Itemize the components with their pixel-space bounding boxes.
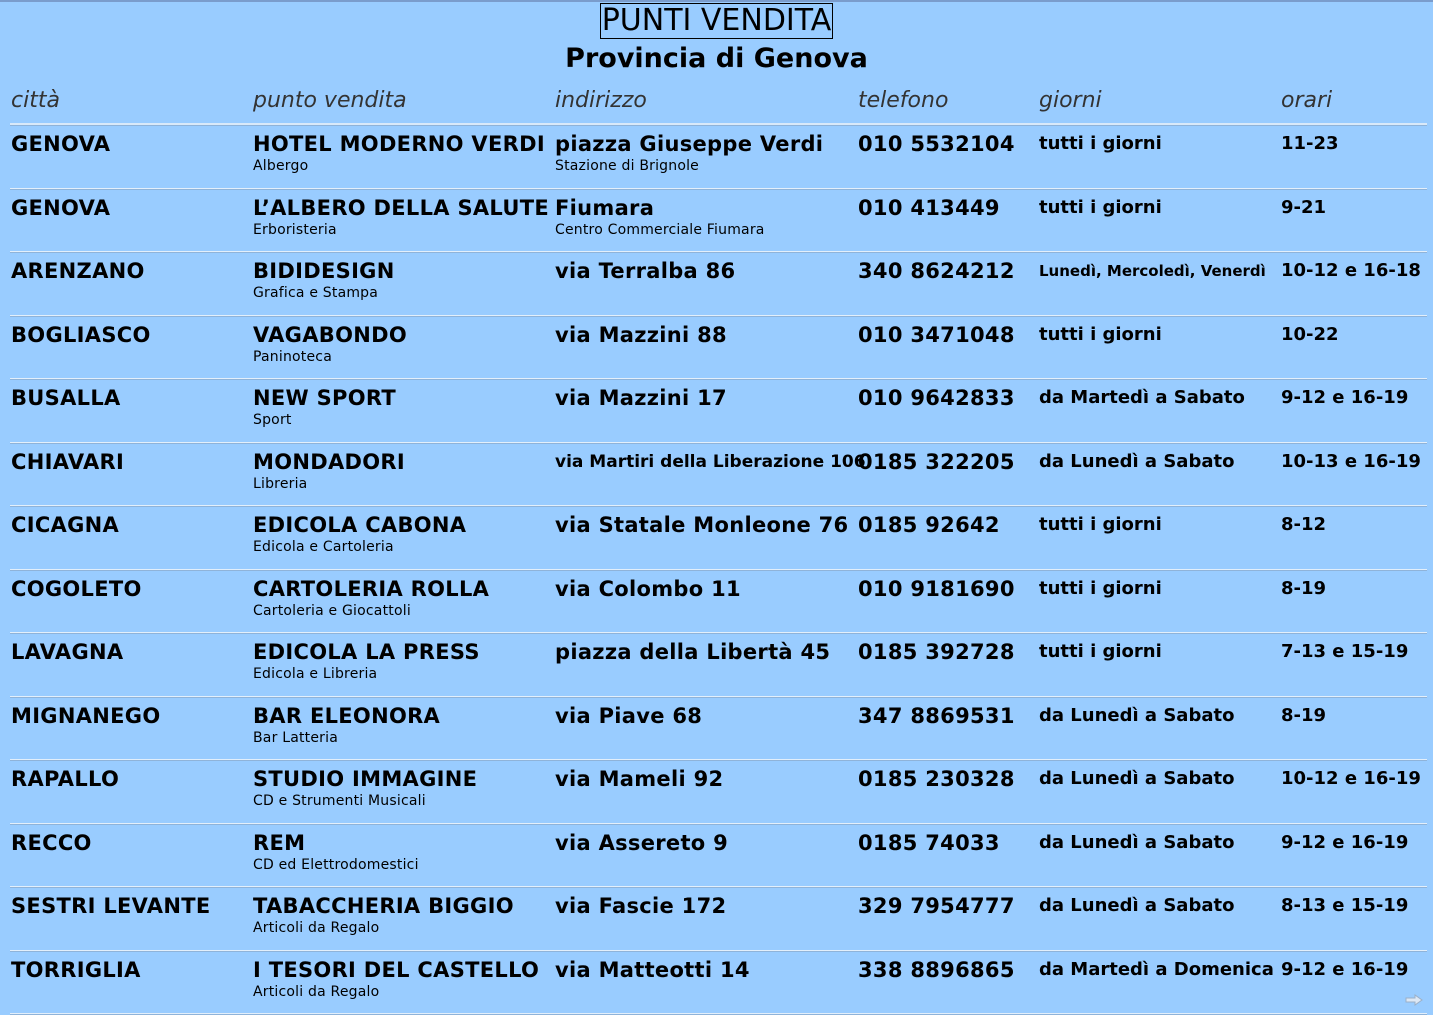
cell-giorni: tutti i giorni — [1039, 575, 1162, 603]
cell-orari: 10-22 — [1281, 321, 1339, 349]
address: via Terralba 86 — [555, 257, 735, 285]
page-subtitle: Provincia di Genova — [0, 42, 1433, 76]
store-type: Edicola e Cartoleria — [253, 539, 466, 555]
cell-citta: COGOLETO — [11, 575, 142, 603]
cell-citta: CICAGNA — [11, 511, 119, 539]
store-type: Paninoteca — [253, 349, 407, 365]
cell-punto-vendita — [253, 702, 440, 746]
cell-punto-vendita — [253, 130, 545, 174]
cell-indirizzo — [555, 511, 848, 539]
store-type: CD e Strumenti Musicali — [253, 793, 477, 809]
cell-orari: 7-13 e 15-19 — [1281, 638, 1408, 666]
cell-citta: RAPALLO — [11, 765, 119, 793]
cell-indirizzo — [555, 638, 830, 666]
store-name: HOTEL MODERNO VERDI — [253, 130, 545, 158]
cell-telefono: 010 5532104 — [858, 130, 1015, 158]
cell-punto-vendita — [253, 194, 549, 238]
cell-telefono: 010 9642833 — [858, 384, 1015, 412]
cell-orari: 8-19 — [1281, 575, 1326, 603]
cell-telefono: 0185 92642 — [858, 511, 1000, 539]
cell-giorni: da Martedì a Domenica — [1039, 956, 1274, 984]
store-name: STUDIO IMMAGINE — [253, 765, 477, 793]
cell-citta: TORRIGLIA — [11, 956, 141, 984]
cell-indirizzo — [555, 194, 765, 238]
header-citta: città — [11, 86, 60, 116]
table-row — [0, 317, 1433, 381]
address: piazza della Libertà 45 — [555, 638, 830, 666]
store-name: CARTOLERIA ROLLA — [253, 575, 489, 603]
store-name: I TESORI DEL CASTELLO — [253, 956, 539, 984]
cell-punto-vendita — [253, 448, 405, 492]
cell-citta: ARENZANO — [11, 257, 145, 285]
cell-indirizzo — [555, 702, 702, 730]
store-type: Edicola e Libreria — [253, 666, 480, 682]
address: via Piave 68 — [555, 702, 702, 730]
cell-orari: 10-12 e 16-18 — [1281, 257, 1421, 285]
cell-indirizzo — [555, 384, 727, 412]
table-row — [0, 571, 1433, 635]
cell-giorni: da Lunedì a Sabato — [1039, 765, 1234, 793]
header-telefono: telefono — [858, 86, 948, 116]
store-name: MONDADORI — [253, 448, 405, 476]
store-type: Erboristeria — [253, 222, 549, 238]
cell-telefono: 010 9181690 — [858, 575, 1015, 603]
header-indirizzo: indirizzo — [555, 86, 647, 116]
cell-citta: SESTRI LEVANTE — [11, 892, 210, 920]
table-row — [0, 761, 1433, 825]
address: via Matteotti 14 — [555, 956, 750, 984]
store-type: CD ed Elettrodomestici — [253, 857, 419, 873]
table-row — [0, 380, 1433, 444]
cell-punto-vendita — [253, 257, 395, 301]
cell-citta: RECCO — [11, 829, 92, 857]
address: via Assereto 9 — [555, 829, 728, 857]
cell-giorni: tutti i giorni — [1039, 321, 1162, 349]
cell-indirizzo — [555, 892, 726, 920]
cell-orari: 10-12 e 16-19 — [1281, 765, 1421, 793]
cell-giorni: da Lunedì a Sabato — [1039, 892, 1234, 920]
cell-indirizzo — [555, 257, 735, 285]
store-name: BIDIDESIGN — [253, 257, 395, 285]
cell-orari: 11-23 — [1281, 130, 1339, 158]
cell-citta: GENOVA — [11, 194, 110, 222]
cell-punto-vendita — [253, 511, 466, 555]
table-row — [0, 507, 1433, 571]
cell-telefono: 010 413449 — [858, 194, 1000, 222]
cell-orari: 9-12 e 16-19 — [1281, 956, 1408, 984]
cell-orari: 9-21 — [1281, 194, 1326, 222]
store-name: VAGABONDO — [253, 321, 407, 349]
table-row — [0, 888, 1433, 952]
cell-punto-vendita — [253, 321, 407, 365]
cell-telefono: 340 8624212 — [858, 257, 1015, 285]
store-name: EDICOLA LA PRESS — [253, 638, 480, 666]
store-name: BAR ELEONORA — [253, 702, 440, 730]
cell-telefono: 338 8896865 — [858, 956, 1015, 984]
store-name: REM — [253, 829, 419, 857]
cell-indirizzo — [555, 448, 866, 476]
table-row — [0, 825, 1433, 889]
address-detail: Centro Commerciale Fiumara — [555, 222, 765, 238]
cell-indirizzo — [555, 575, 741, 603]
cell-punto-vendita — [253, 829, 419, 873]
address: via Mameli 92 — [555, 765, 723, 793]
address: piazza Giuseppe Verdi — [555, 130, 823, 158]
table-row — [0, 698, 1433, 762]
cell-telefono: 0185 74033 — [858, 829, 1000, 857]
store-name: NEW SPORT — [253, 384, 396, 412]
title-wrap — [0, 3, 1433, 39]
cell-citta: BUSALLA — [11, 384, 121, 412]
cell-telefono: 0185 230328 — [858, 765, 1015, 793]
cell-citta: LAVAGNA — [11, 638, 123, 666]
cell-punto-vendita — [253, 384, 396, 428]
cell-giorni: tutti i giorni — [1039, 130, 1162, 158]
store-type: Cartoleria e Giocattoli — [253, 603, 489, 619]
cell-giorni: tutti i giorni — [1039, 194, 1162, 222]
table-row — [0, 952, 1433, 1015]
table-row — [0, 126, 1433, 190]
cell-orari: 9-12 e 16-19 — [1281, 384, 1408, 412]
cell-citta: MIGNANEGO — [11, 702, 161, 730]
store-name: TABACCHERIA BIGGIO — [253, 892, 514, 920]
address: via Fascie 172 — [555, 892, 726, 920]
address: Fiumara — [555, 194, 765, 222]
cell-indirizzo — [555, 956, 750, 984]
cell-giorni: Lunedì, Mercoledì, Venerdì — [1039, 257, 1266, 285]
table-row — [0, 190, 1433, 254]
cell-orari: 9-12 e 16-19 — [1281, 829, 1408, 857]
cell-punto-vendita — [253, 765, 477, 809]
cell-punto-vendita — [253, 575, 489, 619]
cell-orari: 8-12 — [1281, 511, 1326, 539]
cell-giorni: da Martedì a Sabato — [1039, 384, 1245, 412]
store-name: L’ALBERO DELLA SALUTE — [253, 194, 549, 222]
store-name: EDICOLA CABONA — [253, 511, 466, 539]
address-detail: Stazione di Brignole — [555, 158, 823, 174]
cell-orari: 8-19 — [1281, 702, 1326, 730]
cell-giorni: tutti i giorni — [1039, 511, 1162, 539]
table-row — [0, 634, 1433, 698]
store-type: Bar Latteria — [253, 730, 440, 746]
cell-citta: CHIAVARI — [11, 448, 124, 476]
header-punto-vendita: punto vendita — [253, 86, 407, 116]
store-type: Articoli da Regalo — [253, 920, 514, 936]
cell-punto-vendita — [253, 638, 480, 682]
address: via Colombo 11 — [555, 575, 741, 603]
cell-punto-vendita — [253, 892, 514, 936]
cell-orari: 10-13 e 16-19 — [1281, 448, 1421, 476]
cell-telefono: 329 7954777 — [858, 892, 1015, 920]
cell-giorni: da Lunedì a Sabato — [1039, 448, 1234, 476]
address: via Martiri della Liberazione 106 — [555, 448, 866, 476]
cell-telefono: 010 3471048 — [858, 321, 1015, 349]
cell-giorni: tutti i giorni — [1039, 638, 1162, 666]
cell-giorni: da Lunedì a Sabato — [1039, 829, 1234, 857]
page-title: PUNTI VENDITA — [600, 3, 834, 39]
next-arrow-icon[interactable] — [1405, 994, 1423, 1006]
store-type: Articoli da Regalo — [253, 984, 539, 1000]
table-header — [0, 86, 1433, 116]
cell-indirizzo — [555, 130, 823, 174]
header-giorni: giorni — [1039, 86, 1102, 116]
cell-telefono: 347 8869531 — [858, 702, 1015, 730]
cell-giorni: da Lunedì a Sabato — [1039, 702, 1234, 730]
table-row — [0, 444, 1433, 508]
cell-indirizzo — [555, 765, 723, 793]
cell-orari: 8-13 e 15-19 — [1281, 892, 1408, 920]
table-row — [0, 253, 1433, 317]
store-type: Albergo — [253, 158, 545, 174]
cell-punto-vendita — [253, 956, 539, 1000]
store-type: Sport — [253, 412, 396, 428]
store-type: Libreria — [253, 476, 405, 492]
address: via Mazzini 17 — [555, 384, 727, 412]
address: via Statale Monleone 76 — [555, 511, 848, 539]
cell-telefono: 0185 392728 — [858, 638, 1015, 666]
header-orari: orari — [1281, 86, 1332, 116]
cell-indirizzo — [555, 321, 727, 349]
store-type: Grafica e Stampa — [253, 285, 395, 301]
address: via Mazzini 88 — [555, 321, 727, 349]
cell-telefono: 0185 322205 — [858, 448, 1015, 476]
cell-citta: GENOVA — [11, 130, 110, 158]
top-border — [0, 0, 1433, 2]
cell-citta: BOGLIASCO — [11, 321, 151, 349]
cell-indirizzo — [555, 829, 728, 857]
